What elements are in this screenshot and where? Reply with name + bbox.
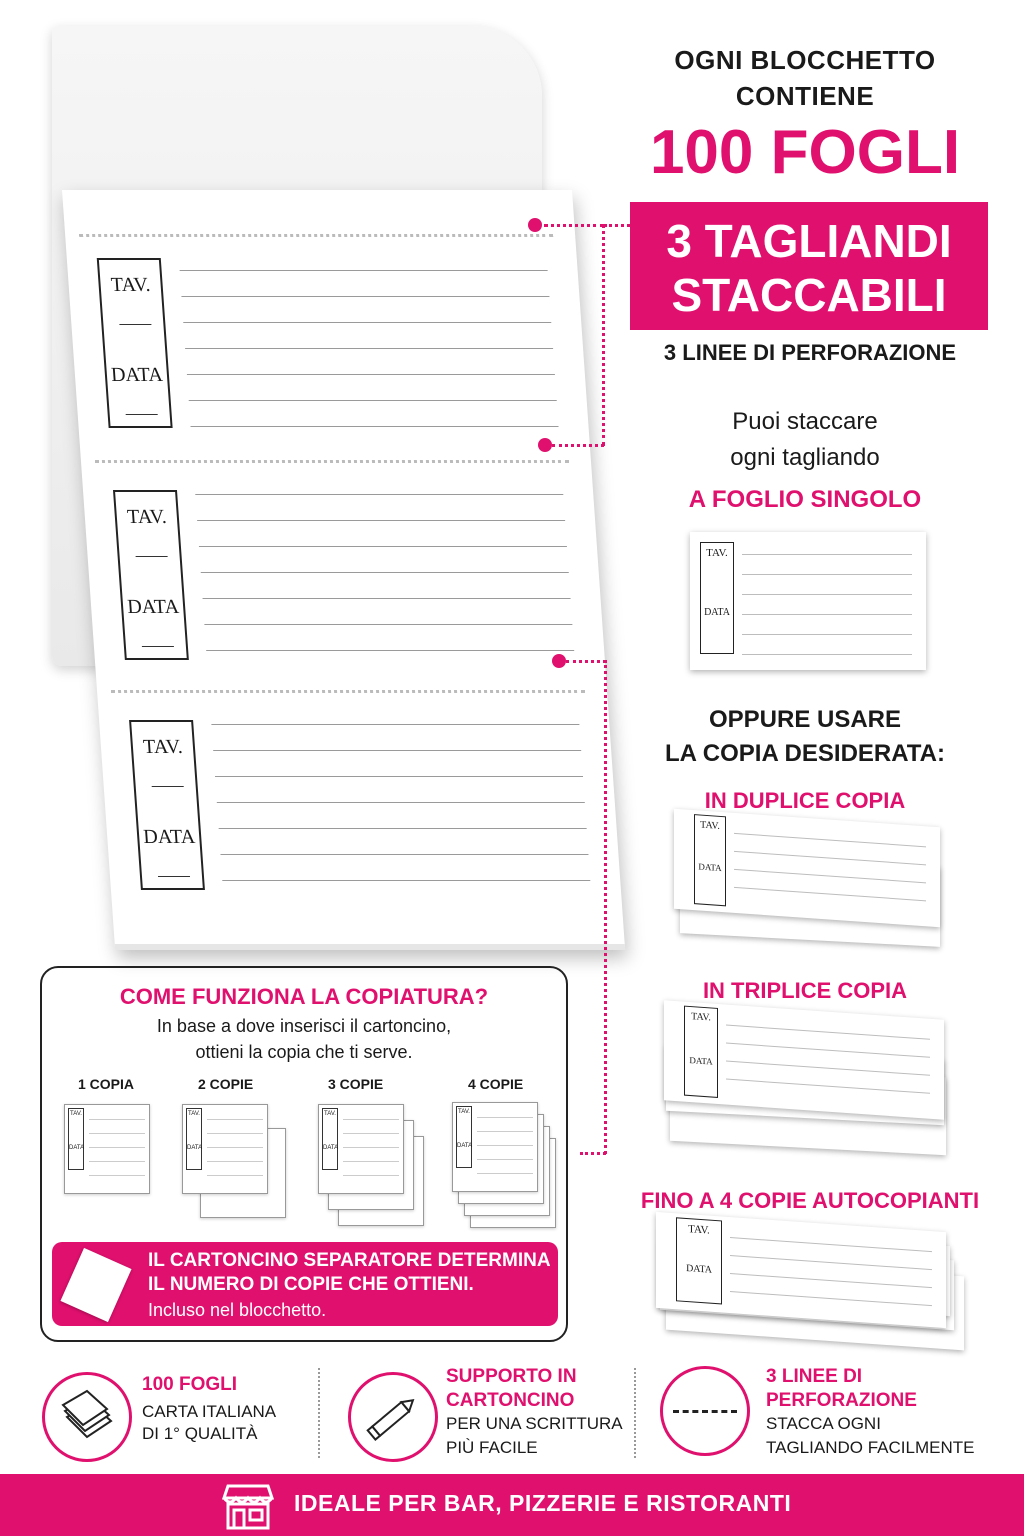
mini-ticket-3-copies (318, 1104, 404, 1194)
copies-label-2: 2 COPIE (198, 1076, 254, 1092)
mini-ticket-1-copy (64, 1104, 150, 1194)
tickets-highlight-box (630, 202, 988, 330)
perforation-line (79, 234, 553, 237)
pencil-icon (348, 1372, 438, 1462)
feature-3-title: 3 LINEE DI (766, 1366, 863, 1387)
feature-2-title-2: CARTONCINO (446, 1390, 575, 1411)
four-copies-label: FINO A 4 COPIE AUTOCOPIANTI (640, 1188, 980, 1213)
feature-1-title: 100 FOGLI (142, 1374, 238, 1395)
tav-label: TAV. (691, 1011, 711, 1024)
feature-divider (318, 1368, 320, 1458)
perforation-text: 3 LINEE DI PERFORAZIONE (663, 340, 957, 365)
tav-data-box (129, 720, 205, 890)
connector-dot (552, 654, 566, 668)
perforation-line (95, 460, 569, 463)
data-label: DATA (689, 1054, 713, 1067)
highlight-line-2: STACCABILI (671, 269, 947, 321)
tav-label: TAV. (688, 1223, 710, 1237)
copies-label-4: 4 COPIE (468, 1076, 524, 1092)
single-line-1: Puoi staccare (732, 408, 878, 435)
single-sheet-label: A FOGLIO SINGOLO (688, 486, 922, 513)
storefront-icon (222, 1482, 274, 1530)
triplicate-ticket-card (664, 1000, 944, 1120)
header-big-count: 100 FOGLI (649, 118, 961, 187)
copy-panel-title: COME FUNZIONA LA COPIATURA? (119, 984, 489, 1009)
copies-label-1: 1 COPIA (78, 1076, 135, 1092)
copy-panel-desc-1: In base a dove inserisci il cartoncino, (156, 1016, 452, 1036)
triplicate-label: IN TRIPLICE COPIA (702, 978, 908, 1003)
perforation-line (111, 690, 585, 693)
feature-3-title-2: PERFORAZIONE (766, 1390, 917, 1411)
tav-label: TAV. (142, 736, 184, 758)
separator-card-icon (60, 1248, 131, 1322)
tav-label: TAV. (706, 547, 728, 559)
single-line-2: ogni tagliando (730, 444, 880, 471)
single-ticket-card (690, 532, 926, 670)
four-copies-ticket-card (656, 1212, 946, 1328)
duplicate-ticket-card (674, 809, 940, 928)
mini-ticket-2-copies (182, 1104, 268, 1194)
footer-banner (0, 1474, 1024, 1536)
ticket-section-2 (102, 480, 575, 670)
tav-data-box (113, 490, 189, 660)
connector-line (602, 224, 605, 446)
tav-data-box (97, 258, 173, 428)
data-label: DATA (457, 1143, 473, 1149)
connector-line (544, 224, 604, 227)
data-label: DATA (110, 364, 164, 386)
data-label: DATA (323, 1145, 339, 1151)
perforation-icon (660, 1366, 750, 1456)
feature-3-line-1: STACCA OGNI (766, 1414, 881, 1433)
header-line-1: OGNI BLOCCHETTO (674, 45, 936, 75)
or-use-line-1: OPPURE USARE (708, 706, 902, 733)
connector-line (604, 660, 607, 1154)
connector-dot (528, 218, 542, 232)
copy-panel-desc-2: ottieni la copia che ti serve. (195, 1042, 413, 1062)
tav-label: TAV. (324, 1111, 336, 1117)
banner-line-2: IL NUMERO DI COPIE CHE OTTIENI. (148, 1274, 474, 1295)
tav-label: TAV. (188, 1111, 200, 1117)
banner-line-1: IL CARTONCINO SEPARATORE DETERMINA (148, 1250, 551, 1271)
sheets-icon (42, 1372, 132, 1462)
tav-label: TAV. (700, 819, 720, 832)
tav-label: TAV. (110, 274, 152, 296)
feature-divider (634, 1368, 636, 1458)
data-label: DATA (704, 607, 730, 618)
tav-label: TAV. (458, 1109, 470, 1115)
data-label: DATA (187, 1145, 203, 1151)
tav-label: TAV. (126, 506, 168, 528)
connector-dot (538, 438, 552, 452)
feature-3-line-2: TAGLIANDO FACILMENTE (766, 1438, 975, 1457)
ticket-section-1 (86, 248, 559, 438)
data-label: DATA (698, 861, 722, 874)
banner-line-3: Incluso nel blocchetto. (148, 1300, 327, 1320)
feature-1-line-2: DI 1° QUALITÀ (142, 1424, 258, 1443)
feature-1-line-1: CARTA ITALIANA (142, 1402, 277, 1421)
feature-2-line-1: PER UNA SCRITTURA (446, 1414, 623, 1433)
footer-text: IDEALE PER BAR, PIZZERIE E RISTORANTI (294, 1490, 792, 1516)
feature-2-title: SUPPORTO IN (446, 1366, 577, 1387)
tav-label: TAV. (70, 1111, 82, 1117)
notepad-sheet (62, 190, 625, 950)
mini-ticket-4-copies (452, 1102, 538, 1192)
feature-2-line-2: PIÙ FACILE (446, 1438, 538, 1457)
copies-label-3: 3 COPIE (328, 1076, 384, 1092)
header-line-2: CONTIENE (735, 81, 875, 111)
or-use-line-2: LA COPIA DESIDERATA: (665, 740, 945, 767)
highlight-line-1: 3 TAGLIANDI (666, 215, 952, 267)
separator-card-banner (52, 1242, 558, 1326)
duplicate-label: IN DUPLICE COPIA (704, 788, 906, 813)
data-label: DATA (142, 826, 196, 848)
data-label: DATA (69, 1145, 85, 1151)
data-label: DATA (126, 596, 180, 618)
ticket-section-3 (118, 710, 591, 900)
data-label: DATA (686, 1262, 712, 1276)
